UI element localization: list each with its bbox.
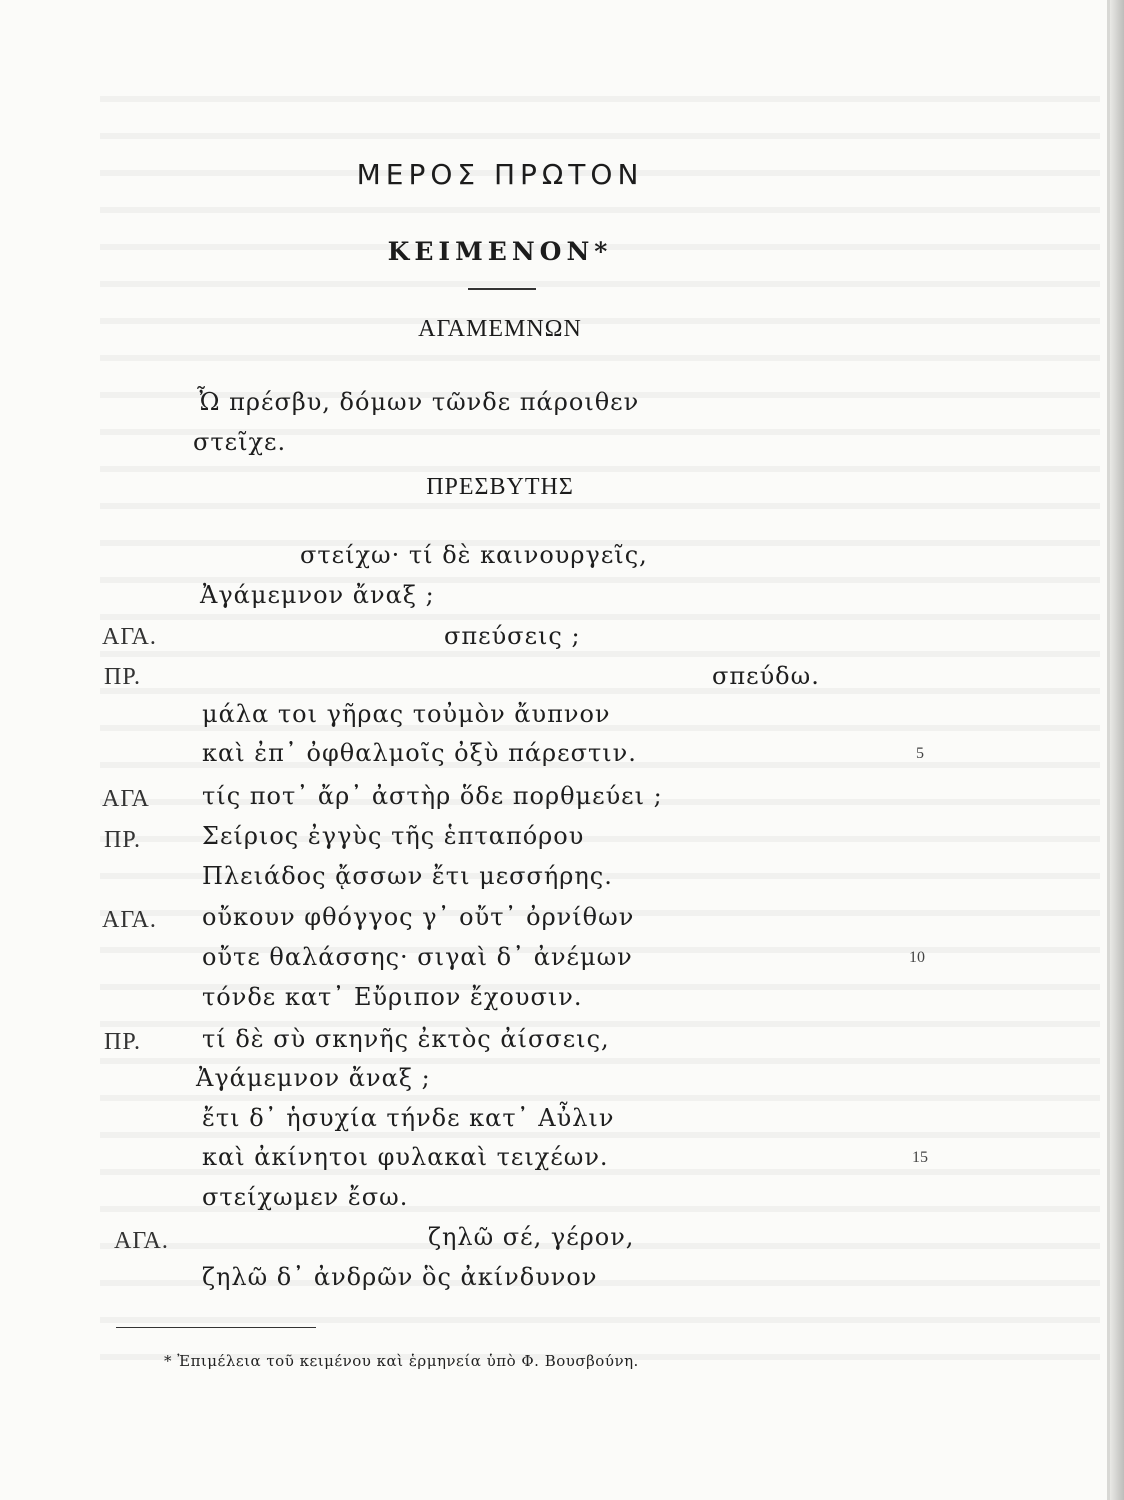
verse-line: μάλα τοι γῆρας τοὐμὸν ἄυπνον [202, 700, 611, 728]
verse-line: σπεύδω. [712, 662, 820, 690]
verse-line: στείχω· τί δὲ καινουργεῖς, [300, 541, 648, 569]
footnote: * Ἐπιμέλεια τοῦ κειμένου καὶ ἑρμηνεία ὑπὸ Φ. Βουσβούνη. [164, 1352, 639, 1370]
speaker-abbr-aga: ΑΓΑ. [114, 1228, 169, 1254]
footnote-rule [116, 1327, 316, 1328]
line-number: 5 [916, 745, 924, 762]
verse-line: Ἀγάμεμνον ἄναξ ; [196, 1064, 431, 1092]
verse-line: στείχωμεν ἔσω. [202, 1183, 409, 1211]
verse-line: στεῖχε. [193, 428, 287, 456]
section-title: ΚΕΙΜΕΝΟΝ* [387, 237, 613, 266]
speaker-abbr-pr: ΠΡ. [104, 1029, 142, 1055]
verse-line: καὶ ἀκίνητοι φυλακαὶ τειχέων. [202, 1143, 609, 1171]
line-number: 15 [912, 1149, 928, 1166]
verse-line: οὔκουν φθόγγος γ᾽ οὔτ᾽ ὀρνίθων [202, 903, 635, 931]
speaker-abbr-aga: ΑΓΑ. [102, 907, 157, 933]
speaker-abbr-pr: ΠΡ. [104, 664, 142, 690]
page-binding-shadow [1110, 0, 1124, 1500]
verse-line: τόνδε κατ᾽ Εὔριπον ἔχουσιν. [202, 983, 583, 1011]
speaker-heading-agamemnon: ΑΓΑΜΕΜΝΩΝ [418, 316, 582, 342]
verse-line: Πλειάδος ᾄσσων ἔτι μεσσήρης. [202, 862, 613, 890]
verse-line: ζηλῶ δ᾽ ἀνδρῶν ὃς ἀκίνδυνον [202, 1263, 598, 1291]
verse-line: ζηλῶ σέ, γέρον, [428, 1223, 635, 1251]
speaker-heading-presbytes: ΠΡΕΣΒΥΤΗΣ [426, 474, 574, 500]
title-rule [468, 288, 536, 290]
verse-line: ἔτι δ᾽ ἡσυχία τήνδε κατ᾽ Αὖλιν [202, 1104, 615, 1132]
verse-line: τί δὲ σὺ σκηνῆς ἐκτὸς ἀίσσεις, [202, 1025, 610, 1053]
line-number: 10 [909, 949, 925, 966]
verse-line: καὶ ἐπ᾽ ὀφθαλμοῖς ὀξὺ πάρεστιν. [202, 739, 637, 767]
verse-line: Ἀγάμεμνον ἄναξ ; [200, 581, 435, 609]
speaker-abbr-aga: ΑΓΑ. [102, 624, 157, 650]
part-title: ΜΕΡΟΣ ΠΡΩΤΟΝ [356, 158, 644, 191]
verse-line: Σείριος ἐγγὺς τῆς ἑπταπόρου [202, 822, 585, 850]
verse-line: σπεύσεις ; [444, 622, 581, 650]
speaker-abbr-pr: ΠΡ. [104, 827, 142, 853]
verse-line: Ὦ πρέσβυ, δόμων τῶνδε πάροιθεν [197, 388, 640, 416]
verse-line: τίς ποτ᾽ ἄρ᾽ ἀστὴρ ὅδε πορθμεύει ; [202, 782, 663, 810]
verse-line: οὔτε θαλάσσης· σιγαὶ δ᾽ ἀνέμων [202, 943, 633, 971]
speaker-abbr-aga: ΑΓΑ [102, 786, 150, 812]
